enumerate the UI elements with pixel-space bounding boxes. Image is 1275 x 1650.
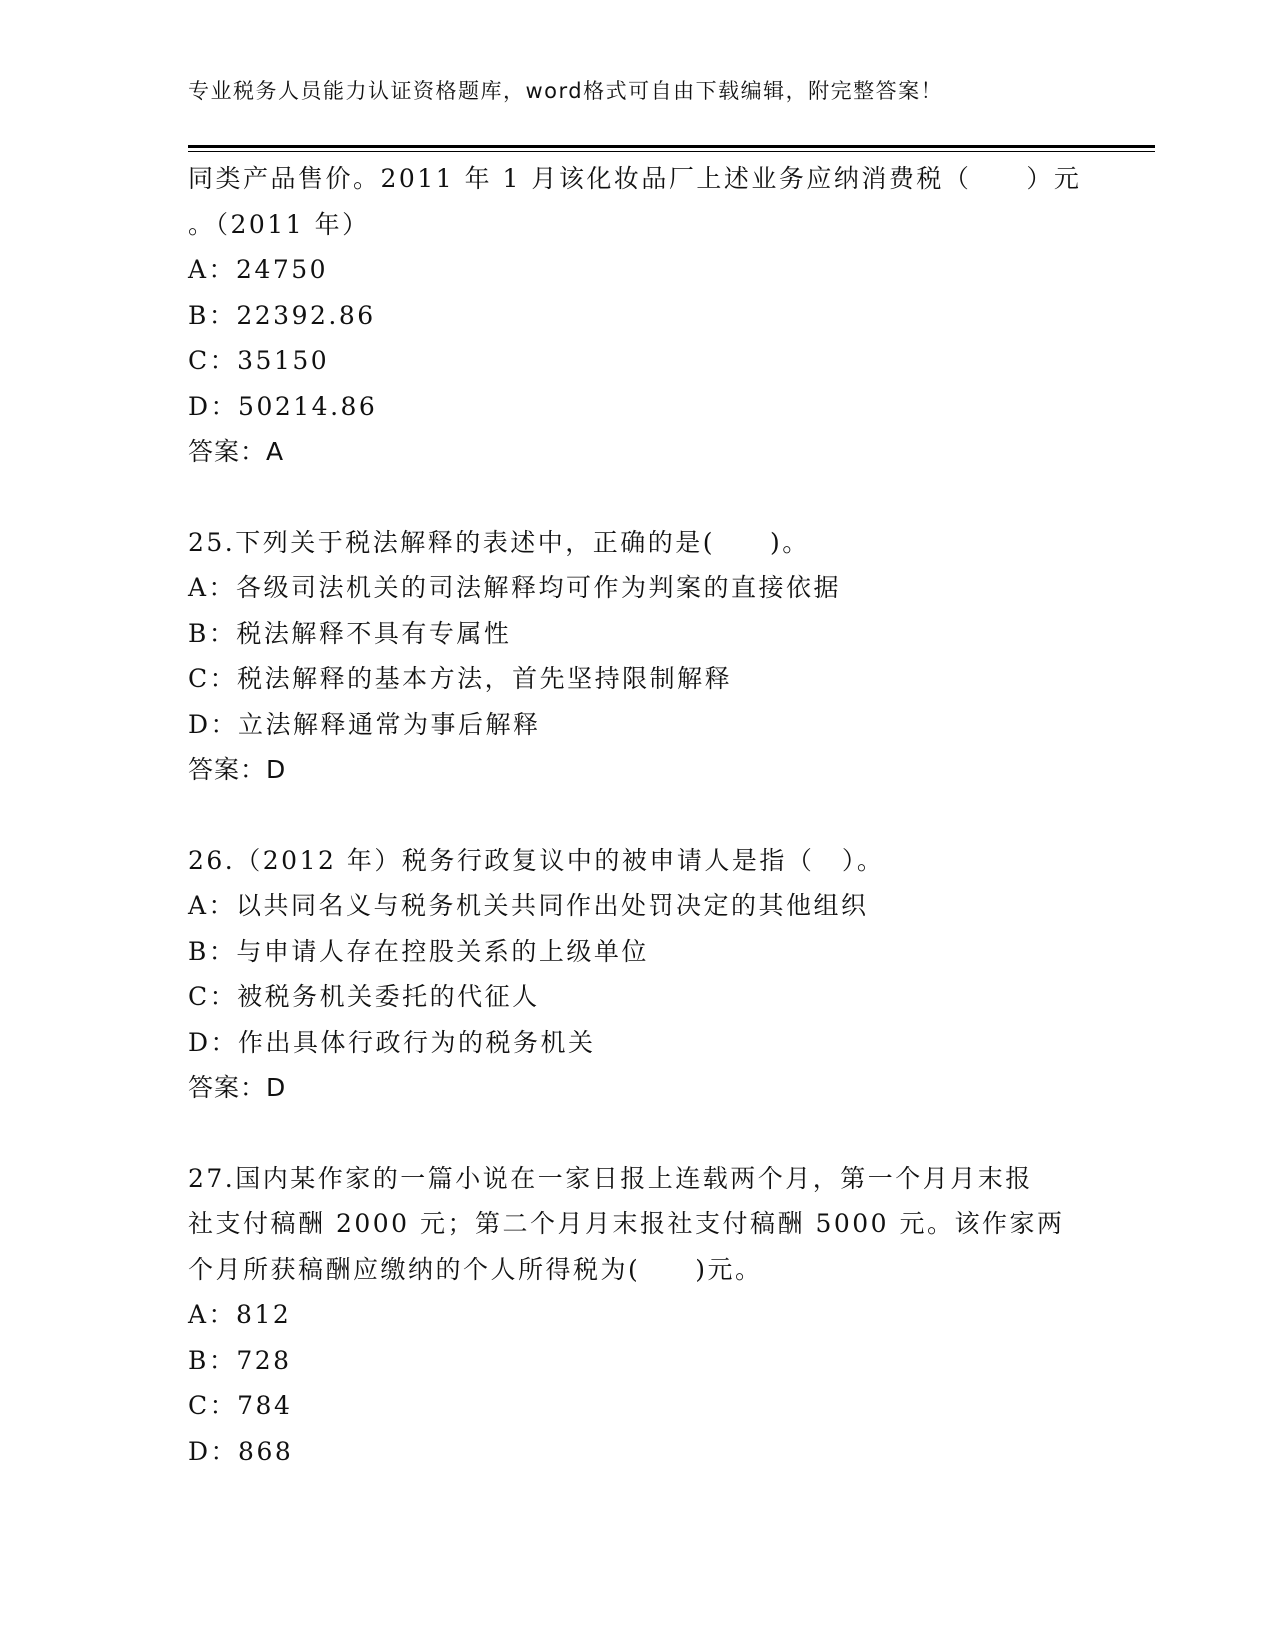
question-24-stem-line-2: 。（2011 年）: [188, 209, 370, 239]
question-24-option-b: B：22392.86: [188, 300, 376, 330]
spacer: [188, 793, 1088, 838]
question-25-option-a: A：各级司法机关的司法解释均可作为判案的直接依据: [188, 573, 842, 602]
question-27-option-c: C：784: [188, 1391, 293, 1420]
question-27-stem-line-1: 27.国内某作家的一篇小说在一家日报上连载两个月，第一个月月末报: [188, 1163, 1033, 1193]
question-24-answer: 答案：A: [188, 437, 285, 466]
question-24-block: [188, 156, 1088, 475]
header-divider-thin: [188, 151, 1155, 152]
question-26-block: [188, 838, 1088, 1111]
question-26-answer: 答案：D: [188, 1073, 287, 1102]
question-27-stem-line-3: 个月所获稿酬应缴纳的个人所得税为( )元。: [188, 1254, 763, 1284]
question-24-option-d: D：50214.86: [188, 391, 378, 421]
spacer: [188, 475, 1088, 520]
question-25-block: [188, 520, 1088, 793]
question-27-block: [188, 1156, 1088, 1475]
spacer: [188, 1111, 1088, 1156]
question-25-answer: 答案：D: [188, 755, 287, 784]
question-26-stem: 26.（2012 年）税务行政复议中的被申请人是指（ ）。: [188, 845, 885, 875]
question-content: [188, 156, 1088, 1474]
question-26-option-d: D：作出具体行政行为的税务机关: [188, 1027, 596, 1057]
question-27-stem-line-2: 社支付稿酬 2000 元；第二个月月末报社支付稿酬 5000 元。该作家两: [188, 1209, 1065, 1238]
question-27-option-a: A：812: [188, 1300, 292, 1329]
question-25-option-c: C：税法解释的基本方法，首先坚持限制解释: [188, 664, 733, 693]
header-divider: [188, 145, 1155, 148]
question-26-option-b: B：与申请人存在控股关系的上级单位: [188, 936, 649, 966]
question-25-option-d: D：立法解释通常为事后解释: [188, 709, 541, 739]
question-25-option-b: B：税法解释不具有专属性: [188, 618, 512, 648]
question-26-option-a: A：以共同名义与税务机关共同作出处罚决定的其他组织: [188, 891, 869, 920]
question-24-option-a: A：24750: [188, 255, 329, 284]
question-27-option-d: D：868: [188, 1436, 294, 1466]
question-25-stem: 25.下列关于税法解释的表述中，正确的是( )。: [188, 527, 810, 557]
question-24-option-c: C：35150: [188, 346, 330, 375]
page-header: 专业税务人员能力认证资格题库，word格式可自由下载编辑，附完整答案！: [188, 79, 944, 103]
question-24-stem-line-1: 同类产品售价。2011 年 1 月该化妆品厂上述业务应纳消费税（ ）元: [188, 164, 1082, 193]
question-26-option-c: C：被税务机关委托的代征人: [188, 982, 540, 1011]
question-27-option-b: B：728: [188, 1345, 292, 1375]
